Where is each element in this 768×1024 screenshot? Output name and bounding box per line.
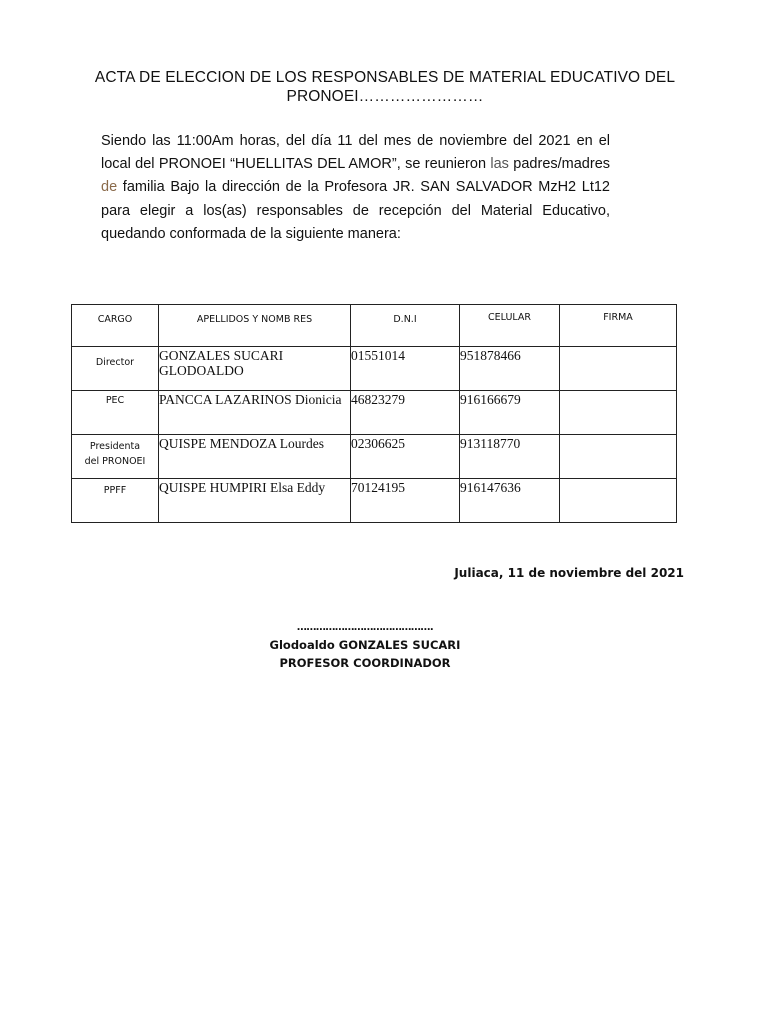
celular-cell: 916147636 (460, 479, 560, 523)
cargo-cell (72, 435, 159, 479)
firma-cell (560, 479, 677, 523)
firma-cell (560, 391, 677, 435)
dni-cell: 01551014 (351, 347, 460, 391)
cargo-text: PEC (105, 395, 125, 406)
firma-cell (560, 347, 677, 391)
dni-cell: 46823279 (351, 391, 460, 435)
cargo-text-line-1: Presidenta (89, 441, 141, 452)
paragraph-part-4: de (101, 179, 118, 196)
header-firma: FIRMA (560, 305, 677, 347)
cargo-cell (72, 479, 159, 523)
firma-cell (560, 435, 677, 479)
table-row (72, 435, 677, 479)
document-title (60, 68, 710, 106)
cargo-text-line-2: del PRONOEI (84, 456, 146, 467)
header-apellidos: APELLIDOS Y NOMB RES (159, 305, 351, 347)
signature-line: ……………………………………. (296, 622, 434, 633)
responsables-table (71, 304, 677, 523)
nombre-cell: GONZALES SUCARI GLODOALDO (159, 347, 351, 391)
signer-role: PROFESOR COORDINADOR (279, 656, 451, 670)
table-row (72, 479, 677, 523)
nombre-cell: QUISPE HUMPIRI Elsa Eddy (159, 479, 351, 523)
dni-cell: 02306625 (351, 435, 460, 479)
paragraph-part-5: familia Bajo la dirección de la Profesora JR. SAN SALVADOR MzH2 Lt12 para elegir a los(as) responsables de recepción del Material Educativo, quedando conformada de la siguiente manera: (101, 179, 610, 242)
cargo-text: PPFF (103, 485, 127, 496)
nombre-cell: PANCCA LAZARINOS Dionicia (159, 391, 351, 435)
paragraph-part-2: las (490, 156, 509, 173)
intro-paragraph (101, 130, 610, 246)
nombre-cell: QUISPE MENDOZA Lourdes (159, 435, 351, 479)
celular-cell: 951878466 (460, 347, 560, 391)
cargo-cell (72, 347, 159, 391)
signature-block (250, 622, 480, 672)
paragraph-part-1: Siendo las 11:00Am horas, del día 11 del mes de noviembre del 2021 en el local del PRONOEI “HUELLITAS DEL AMOR”, se reunieron (101, 133, 610, 173)
document-date: Juliaca, 11 de noviembre del 2021 (454, 566, 684, 580)
table-row (72, 391, 677, 435)
celular-cell: 913118770 (460, 435, 560, 479)
table-row (72, 347, 677, 391)
header-dni: D.N.I (351, 305, 460, 347)
header-cargo: CARGO (72, 305, 159, 347)
paragraph-part-3: padres/madres (513, 156, 611, 173)
dni-cell: 70124195 (351, 479, 460, 523)
table-header-row (72, 305, 677, 347)
header-celular: CELULAR (460, 305, 560, 347)
cargo-cell (72, 391, 159, 435)
cargo-text: Director (95, 357, 135, 368)
celular-cell: 916166679 (460, 391, 560, 435)
title-line-2: PRONOEI…………………… (286, 88, 484, 105)
title-line-1: ACTA DE ELECCION DE LOS RESPONSABLES DE MATERIAL EDUCATIVO DEL (94, 69, 676, 86)
signer-name: Glodoaldo GONZALES SUCARI (269, 638, 461, 652)
